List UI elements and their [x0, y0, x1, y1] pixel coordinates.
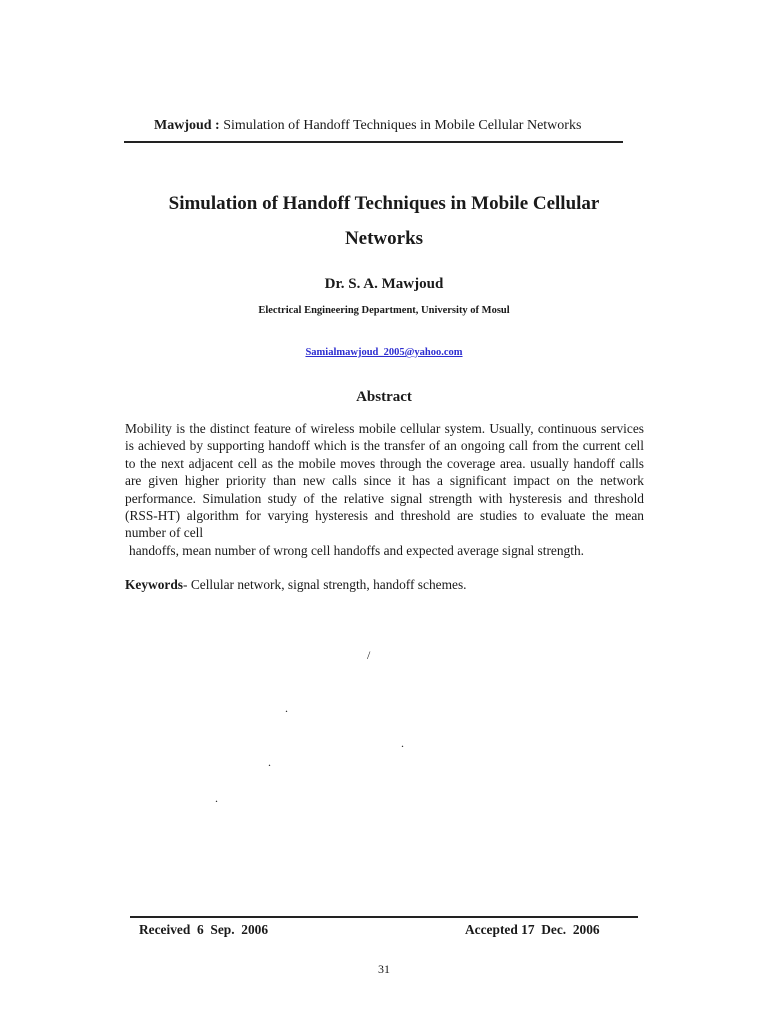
arabic-dot-mark-2: .: [401, 736, 404, 750]
author-affiliation: Electrical Engineering Department, University of Mosul: [258, 305, 510, 316]
arabic-dot-mark-4: .: [215, 791, 218, 805]
paper-title: [120, 186, 648, 256]
keywords-text: - Cellular network, signal strength, handoff schemes.: [183, 577, 467, 592]
abstract-paragraph: Mobility is the distinct feature of wireless mobile cellular system. Usually, continuous services is achieved by supporting handoff which is the transfer of an ongoing call from the current cell to the next adjacent cell as the mobile moves through the coverage area. usually handoff calls are given higher priority than new calls since it has a significant impact on the network performance. Simulation study of the relative signal strength with hysteresis and threshold (RSS-HT) algorithm for varying hysteresis and threshold are studies to evaluate the mean number of cell: [125, 421, 644, 541]
header-rule: [124, 141, 623, 143]
received-date: Received 6 Sep. 2006: [139, 922, 269, 937]
author-email-link[interactable]: Samialmawjoud_2005@yahoo.com: [305, 347, 463, 358]
page-number: 31: [378, 962, 390, 976]
running-header-title: Simulation of Handoff Techniques in Mobile Cellular Networks: [223, 118, 582, 133]
arabic-dot-mark-1: .: [285, 701, 288, 715]
arabic-dot-mark-3: .: [268, 755, 271, 769]
author-name: Dr. S. A. Mawjoud: [324, 276, 444, 292]
running-header-author: Mawjoud :: [154, 118, 220, 133]
abstract-last-line: handoffs, mean number of wrong cell handoffs and expected average signal strength.: [129, 542, 585, 558]
abstract-heading: Abstract: [356, 389, 412, 405]
keywords: [125, 576, 467, 593]
accepted-date: Accepted 17 Dec. 2006: [465, 922, 600, 937]
running-header: [154, 117, 581, 135]
paper-title-line-1: Simulation of Handoff Techniques in Mobile Cellular: [168, 193, 600, 214]
keywords-label: Keywords: [125, 577, 184, 592]
abstract-body: [125, 420, 644, 559]
footer-rule: [130, 916, 638, 918]
paper-title-line-2: Networks: [344, 228, 424, 249]
arabic-slash-mark: /: [367, 648, 371, 662]
